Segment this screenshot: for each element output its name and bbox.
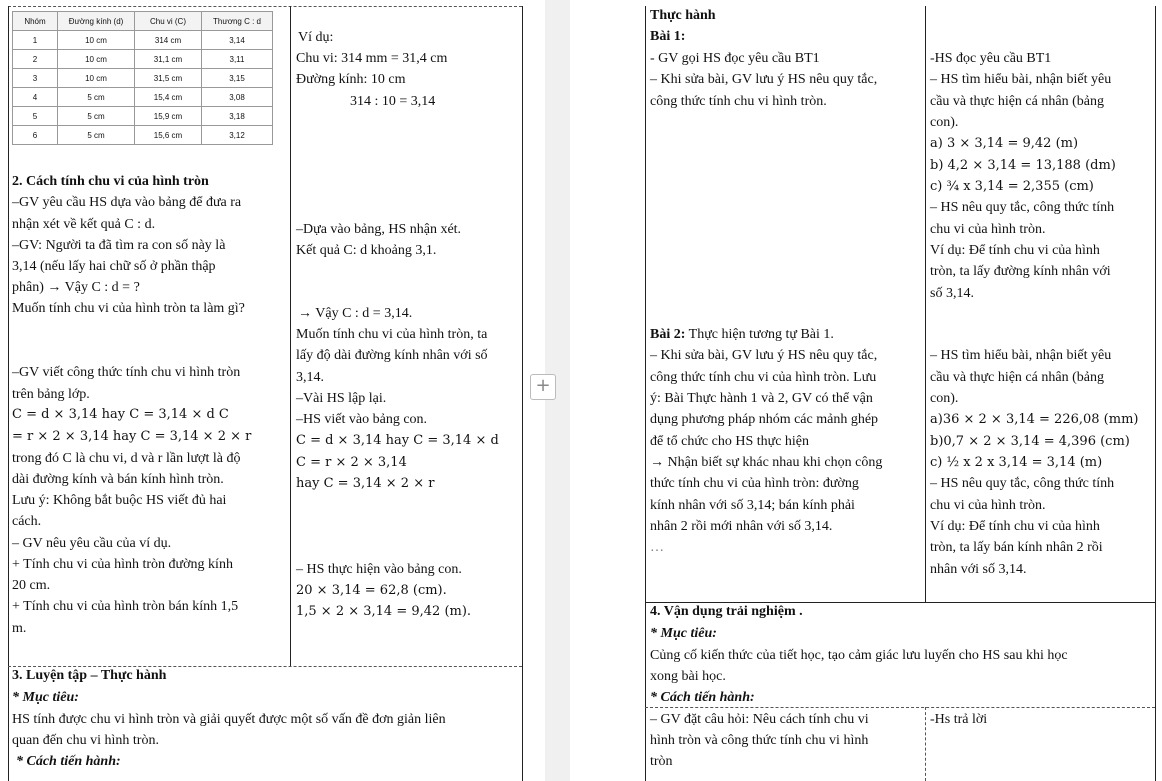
objective-text: HS tính được chu vi hình tròn và giải quyết được một số vấn đề đơn giản liên — [12, 712, 446, 727]
ellipsis-text: … — [650, 540, 664, 555]
student-text: – HS thực hiện vào bảng con. — [296, 562, 462, 577]
student-text: → Vậy C : d = 3,14. — [298, 306, 413, 321]
example-diameter: Đường kính: 10 cm — [296, 72, 406, 87]
table-cell: 3,15 — [202, 69, 273, 88]
objective-text: Củng cố kiến thức của tiết học, tạo cảm giác lưu luyến cho HS sau khi học — [650, 648, 1068, 663]
teacher-text: Muốn tính chu vi của hình tròn ta làm gì? — [12, 301, 245, 316]
right-row-divider — [645, 707, 1155, 708]
right-outer-left — [645, 6, 646, 781]
table-row — [13, 88, 273, 107]
formula-text: 20 × 3,14 = 62,8 (cm). — [296, 583, 447, 598]
student-text: chu vi của hình tròn. — [930, 498, 1046, 513]
student-text: Ví dụ: Để tính chu vi của hình — [930, 243, 1100, 258]
teacher-text: m. — [12, 621, 27, 636]
teacher-text: hình tròn và công thức tính chu vi hình — [650, 733, 869, 748]
teacher-text: nhận xét về kết quả C : d. — [12, 217, 156, 232]
student-text: – HS tìm hiểu bài, nhận biết yêu — [930, 348, 1112, 363]
student-text: 3,14. — [296, 370, 324, 385]
left-col-divider — [290, 6, 291, 666]
table-cell: 5 — [13, 107, 58, 126]
table-cell: 5 cm — [58, 88, 135, 107]
teacher-text: dài đường kính và bán kính hình tròn. — [12, 472, 224, 487]
teacher-text: Lưu ý: Không bắt buộc HS viết đủ hai — [12, 493, 227, 508]
formula-text: 1,5 × 2 × 3,14 = 9,42 (m). — [296, 604, 472, 619]
table-row — [13, 31, 273, 50]
practice-heading: Thực hành — [650, 8, 716, 23]
student-text: –HS viết vào bảng con. — [296, 412, 428, 427]
student-text: tròn, ta lấy đường kính nhân với — [930, 264, 1111, 279]
teacher-text: 20 cm. — [12, 578, 51, 593]
table-cell: 15,9 cm — [135, 107, 202, 126]
table-cell: 3,08 — [202, 88, 273, 107]
table-cell: 3,18 — [202, 107, 273, 126]
student-text: –Vài HS lập lại. — [296, 391, 387, 406]
teacher-text: –GV yêu cầu HS dựa vào bảng để đưa ra — [12, 195, 242, 210]
answer-text: a)36 × 2 × 3,14 = 226,08 (mm) — [930, 412, 1139, 427]
table-row — [13, 69, 273, 88]
table-cell: 1 — [13, 31, 58, 50]
objective-text: xong bài học. — [650, 669, 726, 684]
objective-label: * Mục tiêu: — [650, 626, 717, 641]
right-outer-right — [1155, 6, 1156, 781]
table-cell: 5 cm — [58, 126, 135, 145]
teacher-text: ý: Bài Thực hành 1 và 2, GV có thể vận — [650, 391, 873, 406]
table-cell: 3 — [13, 69, 58, 88]
measure-table — [12, 11, 273, 145]
table-cell: 314 cm — [135, 31, 202, 50]
table-cell: 15,4 cm — [135, 88, 202, 107]
formula-text: = r × 2 × 3,14 hay C = 3,14 × 2 × r — [12, 429, 252, 444]
teacher-text: – Khi sửa bài, GV lưu ý HS nêu quy tắc, — [650, 348, 878, 363]
right-page — [570, 0, 1162, 781]
left-page — [0, 0, 531, 781]
student-text: -Hs trả lời — [930, 712, 988, 727]
answer-text: c) ½ x 2 x 3,14 = 3,14 (m) — [930, 455, 1103, 470]
answer-text: b) 4,2 × 3,14 = 13,188 (dm) — [930, 158, 1116, 173]
student-text: tròn, ta lấy bán kính nhân 2 rồi — [930, 540, 1103, 555]
teacher-text: công thức tính chu vi của hình tròn. Lưu — [650, 370, 877, 385]
procedure-label: * Cách tiến hành: — [16, 754, 121, 769]
table-row — [13, 107, 273, 126]
example-perimeter: Chu vi: 314 mm = 31,4 cm — [296, 51, 448, 66]
teacher-text: nhân 2 rồi mới nhân với số 3,14. — [650, 519, 833, 534]
table-cell: 2 — [13, 50, 58, 69]
student-text: con). — [930, 391, 959, 406]
objective-label: * Mục tiêu: — [12, 690, 79, 705]
table-header: Nhóm — [13, 12, 58, 31]
table-cell: 4 — [13, 88, 58, 107]
exercise-2-heading — [650, 326, 834, 344]
student-text: –Dựa vào bảng, HS nhận xét. — [296, 222, 462, 237]
table-header: Thương C : d — [202, 12, 273, 31]
example-division: 314 : 10 = 3,14 — [350, 94, 436, 109]
teacher-text: – Khi sửa bài, GV lưu ý HS nêu quy tắc, — [650, 72, 878, 87]
student-text: nhân với số 3,14. — [930, 562, 1027, 577]
answer-text: c) ¾ x 3,14 = 2,355 (cm) — [930, 179, 1094, 194]
table-row — [13, 126, 273, 145]
formula-text: C = r × 2 × 3,14 — [296, 455, 407, 470]
table-cell: 10 cm — [58, 69, 135, 88]
student-text: chu vi của hình tròn. — [930, 222, 1046, 237]
teacher-text: trong đó C là chu vi, d và r lần lượt là độ — [12, 451, 241, 466]
teacher-text: dụng phương pháp nhóm các mảnh ghép — [650, 412, 879, 427]
teacher-text: + Tính chu vi của hình tròn bán kính 1,5 — [12, 599, 239, 614]
table-cell: 10 cm — [58, 31, 135, 50]
teacher-text: công thức tính chu vi hình tròn. — [650, 94, 827, 109]
section-4-heading: 4. Vận dụng trải nghiệm . — [650, 604, 803, 619]
add-button[interactable]: + — [530, 374, 556, 400]
exercise-2-text: Thực hiện tương tự Bài 1. — [685, 327, 834, 342]
student-text: con). — [930, 115, 959, 130]
formula-text: C = d × 3,14 hay C = 3,14 × d C — [12, 407, 229, 422]
table-cell: 3,14 — [202, 31, 273, 50]
exercise-2-label: Bài 2: — [650, 327, 686, 342]
teacher-text: trên bảng lớp. — [12, 387, 90, 402]
teacher-text: 3,14 (nếu lấy hai chữ số ở phần thập — [12, 259, 216, 274]
teacher-text: cách. — [12, 514, 42, 529]
student-text: – HS tìm hiểu bài, nhận biết yêu — [930, 72, 1112, 87]
procedure-label: * Cách tiến hành: — [650, 690, 755, 705]
left-outer-right — [522, 6, 523, 781]
teacher-text: → Nhận biết sự khác nhau khi chọn công — [650, 455, 883, 470]
student-text: Ví dụ: Để tính chu vi của hình — [930, 519, 1100, 534]
right-col-divider — [925, 6, 926, 602]
teacher-text: để tổ chức cho HS thực hiện — [650, 434, 810, 449]
table-header-row — [13, 12, 273, 31]
table-cell: 31,1 cm — [135, 50, 202, 69]
teacher-text: –GV viết công thức tính chu vi hình tròn — [12, 365, 241, 380]
table-row — [13, 50, 273, 69]
section-3-heading: 3. Luyện tập – Thực hành — [12, 668, 167, 683]
student-text: Kết quả C: d khoảng 3,1. — [296, 243, 437, 258]
table-cell: 3,11 — [202, 50, 273, 69]
table-cell: 10 cm — [58, 50, 135, 69]
objective-text: quan đến chu vi hình tròn. — [12, 733, 159, 748]
table-header: Đường kính (d) — [58, 12, 135, 31]
teacher-text: + Tính chu vi của hình tròn đường kính — [12, 557, 233, 572]
teacher-text: kính nhân với số 3,14; bán kính phải — [650, 498, 855, 513]
exercise-1-heading: Bài 1: — [650, 29, 686, 44]
student-text: cầu và thực hiện cá nhân (bảng — [930, 370, 1104, 385]
teacher-text: – GV đặt câu hỏi: Nêu cách tính chu vi — [650, 712, 869, 727]
example-label: Ví dụ: — [298, 30, 334, 45]
left-outer-left — [8, 6, 9, 781]
table-cell: 6 — [13, 126, 58, 145]
student-text: – HS nêu quy tắc, công thức tính — [930, 200, 1115, 215]
section-2-heading: 2. Cách tính chu vi của hình tròn — [12, 174, 209, 189]
table-cell: 15,6 cm — [135, 126, 202, 145]
student-text: lấy độ dài đường kính nhân với số — [296, 348, 488, 363]
teacher-text: –GV: Người ta đã tìm ra con số này là — [12, 238, 226, 253]
student-text: số 3,14. — [930, 286, 974, 301]
teacher-text: – GV nêu yêu cầu của ví dụ. — [12, 536, 172, 551]
student-text: Muốn tính chu vi của hình tròn, ta — [296, 327, 488, 342]
student-text: -HS đọc yêu cầu BT1 — [930, 51, 1052, 66]
student-text: – HS nêu quy tắc, công thức tính — [930, 476, 1115, 491]
table-cell: 3,12 — [202, 126, 273, 145]
formula-text: C = d × 3,14 hay C = 3,14 × d — [296, 433, 499, 448]
answer-text: b)0,7 × 2 × 3,14 = 4,396 (cm) — [930, 434, 1130, 449]
formula-text: hay C = 3,14 × 2 × r — [296, 476, 435, 491]
left-top-border — [8, 6, 522, 7]
teacher-text: - GV gọi HS đọc yêu cầu BT1 — [650, 51, 820, 66]
table-cell: 5 cm — [58, 107, 135, 126]
table-header: Chu vi (C) — [135, 12, 202, 31]
teacher-text: thức tính chu vi của hình tròn: đường — [650, 476, 859, 491]
right-last-col-divider — [925, 707, 926, 781]
teacher-text: phân) → Vậy C : d = ? — [12, 280, 140, 295]
student-text: cầu và thực hiện cá nhân (bảng — [930, 94, 1104, 109]
table-cell: 31,5 cm — [135, 69, 202, 88]
answer-text: a) 3 × 3,14 = 9,42 (m) — [930, 136, 1079, 151]
teacher-text: tròn — [650, 754, 673, 769]
